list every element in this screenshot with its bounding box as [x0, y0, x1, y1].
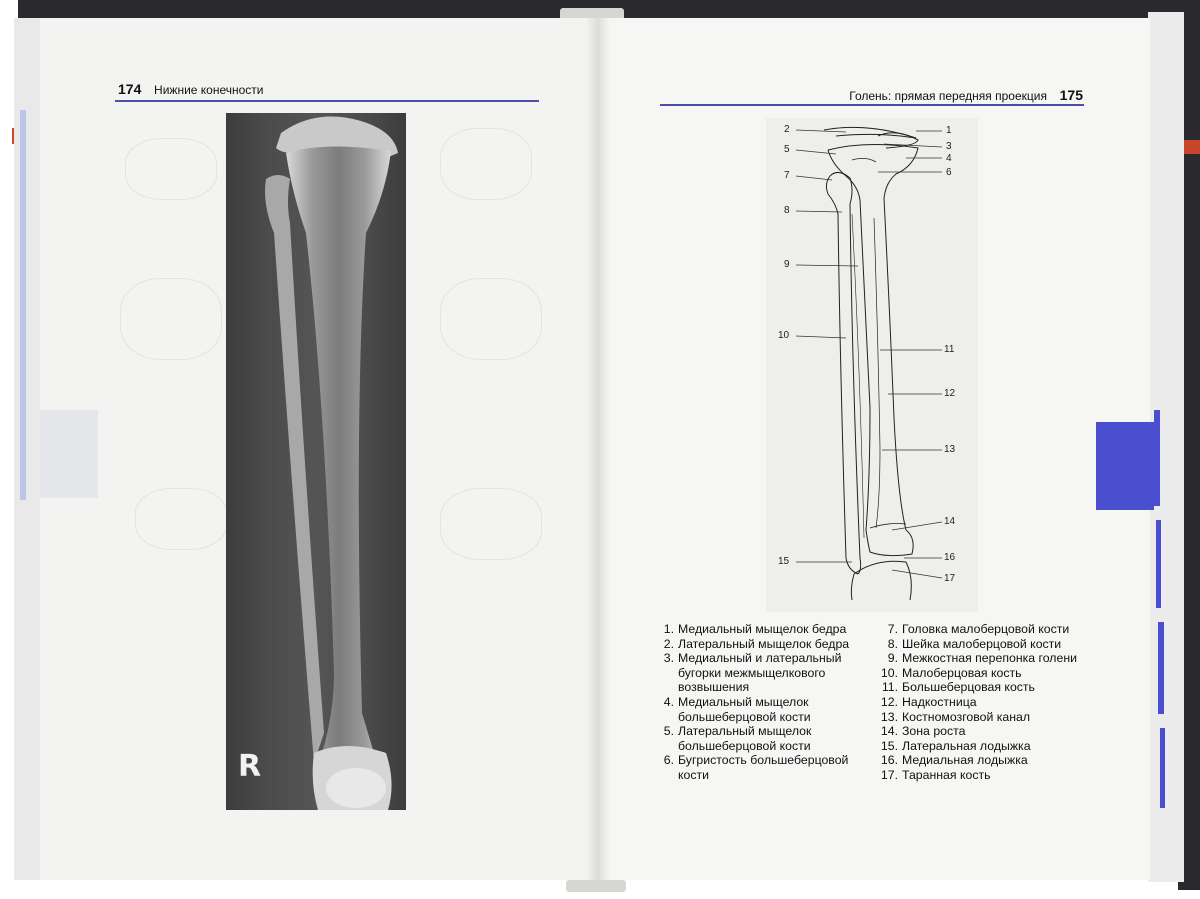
diagram-label-6: 6 — [946, 167, 952, 178]
show-through-sketch — [135, 488, 227, 550]
edge-tab-mark — [1158, 622, 1164, 714]
legend-item: 15. Латеральная лодыжка — [880, 738, 1031, 753]
diagram-label-4: 4 — [946, 153, 952, 164]
edge-tab-mark — [1154, 410, 1160, 506]
diagram-label-11: 11 — [944, 344, 955, 355]
legend-item: 1. Медиальный мыщелок бедра — [663, 622, 847, 636]
diagram-label-10: 10 — [778, 330, 790, 341]
legend-item: 5. Латеральный мыщелок большеберцовой кости — [663, 724, 812, 753]
legend-item: 12. Надкостница — [880, 694, 977, 709]
tibia-shaft-outline — [860, 200, 870, 530]
show-through-sketch — [440, 488, 542, 560]
show-through-sketch — [440, 278, 542, 360]
xray-bones — [226, 113, 406, 810]
header-rule-left — [115, 100, 539, 102]
leg-bones-diagram — [766, 118, 1006, 618]
legend-item: 14. Зона роста — [880, 724, 966, 739]
diagram-label-17: 17 — [944, 573, 956, 584]
right-running-head — [836, 87, 1083, 103]
diagram-label-12: 12 — [944, 388, 956, 399]
show-through-sketch — [120, 278, 222, 360]
legend-item: 11. Большеберцовая кость — [881, 680, 1035, 695]
edge-tab-mark — [1156, 520, 1161, 608]
left-edge-tab-marks — [20, 110, 26, 500]
legend-item: 8. Шейка малоберцовой кости — [887, 636, 1062, 651]
left-page-tab-strip — [40, 410, 98, 498]
legend-column-left — [660, 622, 860, 783]
femur-condyles-outline — [824, 127, 916, 138]
header-rule-right — [660, 104, 1084, 106]
diagram-label-7: 7 — [784, 170, 790, 181]
diagram-label-5: 5 — [784, 144, 790, 155]
show-through-sketch — [440, 128, 532, 200]
talus-outline — [854, 561, 911, 600]
legend-item: 17. Таранная кость — [880, 767, 991, 782]
diagram-label-14: 14 — [944, 516, 956, 527]
legend-item: 7. Головка малоберцовой кости — [887, 622, 1070, 636]
legend-item: 10. Малоберцовая кость — [880, 665, 1022, 680]
xray-image — [226, 113, 406, 810]
diagram-label-8: 8 — [784, 205, 790, 216]
running-title: Нижние конечности — [154, 83, 264, 97]
diagram-label-16: 16 — [944, 552, 956, 563]
show-through-sketch — [125, 138, 217, 200]
side-marker-letter: R — [238, 749, 262, 784]
legend-item: 4. Медиальный мыщелок большеберцовой кости — [663, 694, 811, 724]
page-number: 175 — [1059, 87, 1083, 103]
running-title: Голень: прямая передняя проекция — [849, 89, 1047, 103]
diagram-label-9: 9 — [784, 259, 790, 270]
diagram-label-3: 3 — [946, 141, 952, 152]
legend-item: 2. Латеральный мыщелок бедра — [663, 636, 850, 651]
distal-tibia-outline — [866, 530, 913, 556]
edge-tab-mark — [1160, 728, 1165, 808]
legend-item: 6. Бугристость большеберцовой кости — [663, 753, 849, 782]
diagram-label-15: 15 — [778, 556, 790, 567]
legend-column-right — [876, 622, 1082, 783]
left-running-head — [118, 81, 264, 97]
gutter-shadow — [586, 18, 610, 880]
legend-item: 16. Медиальная лодыжка — [880, 753, 1028, 768]
diagram-label-13: 13 — [944, 444, 956, 455]
diagram-label-1: 1 — [946, 125, 952, 136]
thumb-index-tab — [1096, 422, 1154, 510]
legend-item: 9. Межкостная перепонка голени — [887, 651, 1077, 666]
legend-item: 13. Костномозговой канал — [880, 709, 1031, 724]
bookmark-ribbon-bottom — [566, 880, 626, 892]
diagram-label-2: 2 — [784, 124, 790, 135]
cover-stripe-right — [1184, 140, 1200, 154]
legend-item: 3. Медиальный и латеральный бугорки межмыщелкового возвышения — [663, 651, 842, 695]
page-number: 174 — [118, 81, 142, 97]
